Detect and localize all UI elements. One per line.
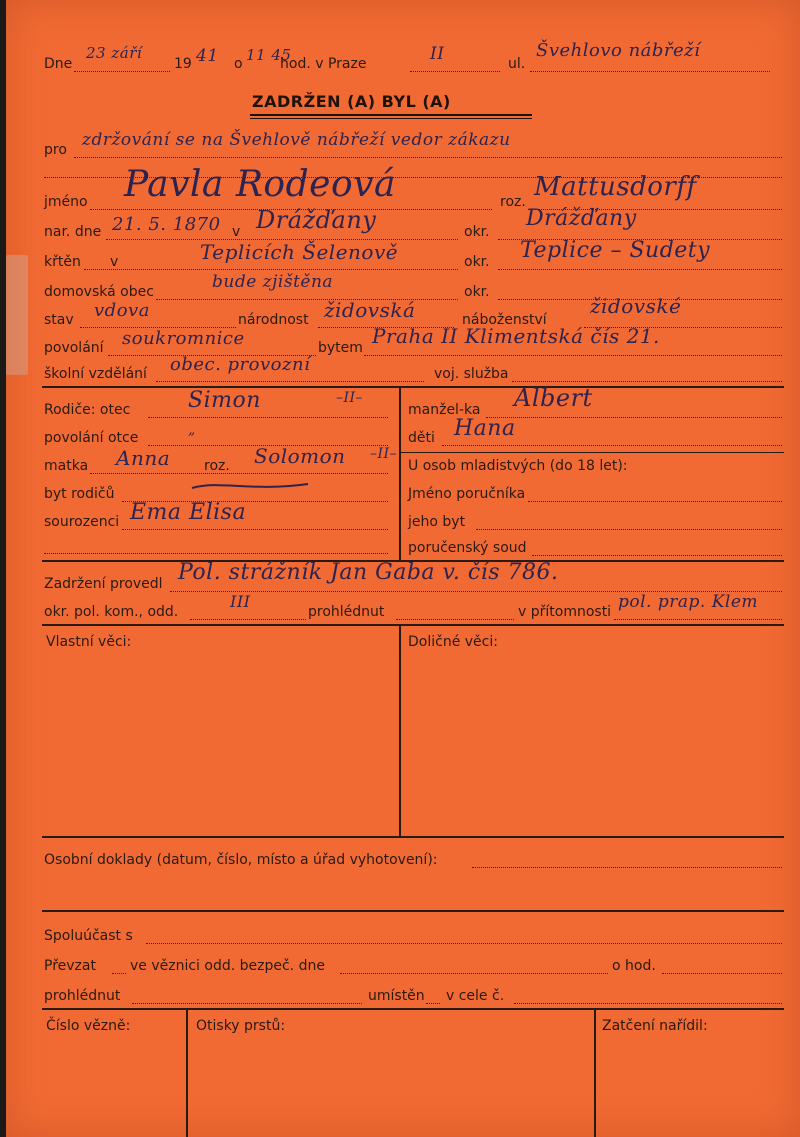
v-cele-dotline [514, 1003, 782, 1004]
sourozenci-value: Ema Elisa [130, 500, 247, 525]
separator-spoluucast [42, 910, 784, 912]
voj-dotline [512, 381, 782, 382]
pro-value: zdržování se na Švehlově nábřeží vedor zákazu [82, 130, 511, 150]
vlastni-veci-label: Vlastní věci: [46, 634, 132, 650]
otec-dotline [148, 417, 388, 418]
prohlednut2-dotline [132, 1003, 362, 1004]
porucnik-label: Jméno poručníka [408, 486, 526, 502]
dne-dotline [74, 71, 170, 72]
matka-value: Anna [116, 446, 171, 470]
o-label: o [234, 56, 243, 72]
deti-dotline [442, 445, 782, 446]
title-underline-2 [250, 118, 532, 119]
otisky-prstu-label: Otisky prstů: [196, 1018, 286, 1034]
porucnik-dotline [528, 501, 782, 502]
matka-roz-value: Solomon [254, 444, 346, 468]
spoluucast-label: Spoluúčast s [44, 928, 133, 944]
narodnost-label: národnost [238, 312, 309, 328]
prevzat-dotline [112, 973, 126, 974]
sourozenci-label: sourozenci [44, 514, 120, 530]
povolani-label: povolání [44, 340, 104, 356]
porucensky-soud-label: poručenský soud [408, 540, 527, 556]
form-title: ZADRŽEN (A) BYL (A) [252, 92, 451, 111]
roz-value: Mattusdorff [534, 172, 697, 202]
bytem-label: bytem [318, 340, 363, 356]
nar-v-label: v [232, 224, 241, 240]
street-value: Švehlovo nábřeží [536, 40, 701, 61]
povolani-value: soukromnice [122, 328, 245, 349]
byt-rodicu-dash [190, 478, 310, 494]
pritomnosti-label: v přítomnosti [518, 604, 612, 620]
bytem-dotline [364, 355, 782, 356]
otec-value: Simon [188, 388, 261, 413]
rodice-otec-label: Rodiče: otec [44, 402, 131, 418]
jmeno-value: Pavla Rodeová [124, 164, 396, 205]
matka-label: matka [44, 458, 89, 474]
year-value: 41 [196, 46, 219, 66]
umisten-label: umístěn [368, 988, 425, 1004]
jmeno-label: jméno [44, 194, 88, 210]
osobni-doklady-label: Osobní doklady (datum, číslo, místo a úřad vyhotovení): [44, 852, 438, 868]
nabozenstvi-label: náboženství [462, 312, 547, 328]
umisten-dotline [426, 1003, 440, 1004]
prevzat-label: Převzat [44, 958, 96, 974]
krten-okr-value: Teplice – Sudety [520, 238, 711, 263]
v-cele-label: v cele č. [446, 988, 505, 1004]
separator-documents [42, 836, 784, 838]
nar-okr-label: okr. [464, 224, 490, 240]
mladistvi-label: U osob mladistvých (do 18 let): [408, 458, 628, 474]
nar-okr-value: Drážďany [526, 206, 637, 231]
stav-value: vdova [94, 300, 150, 321]
porucensky-soud-dotline [532, 555, 782, 556]
manzel-label: manžel-ka [408, 402, 481, 418]
roz-label: roz. [500, 194, 526, 210]
prohlednut2-label: prohlédnut [44, 988, 121, 1004]
matka-dotline [90, 473, 388, 474]
bytem-value: Praha II Klimentská čís 21. [372, 324, 660, 348]
sourozenci-dotline [122, 529, 388, 530]
stav-label: stav [44, 312, 74, 328]
hod-v-praze-label: hod. v Praze [280, 56, 367, 72]
domovska-okr-label: okr. [464, 284, 490, 300]
separator-bottom [42, 1008, 784, 1010]
povolani-otce-value: „ [188, 422, 196, 438]
arrest-record-form [6, 0, 800, 1137]
o-hod-dotline [662, 973, 782, 974]
side-stamp-mark [6, 255, 28, 375]
dolicne-veci-label: Doličné věci: [408, 634, 498, 650]
o-hod-label: o hod. [612, 958, 656, 974]
spoluucast-dotline [146, 943, 782, 944]
pro-dotline [74, 157, 782, 158]
nar-dne-value: 21. 5. 1870 [112, 214, 221, 235]
ul-label: ul. [508, 56, 526, 72]
separator-things [42, 624, 784, 626]
jeho-byt-label: jeho byt [408, 514, 466, 530]
krten-okr-dotline [498, 269, 782, 270]
prohlednut-dotline [396, 619, 514, 620]
deti-value: Hana [454, 416, 516, 441]
dne-label: Dne [44, 56, 73, 72]
deti-label: děti [408, 430, 435, 446]
skolni-label: školní vzdělání [44, 366, 147, 382]
krten-okr-label: okr. [464, 254, 490, 270]
provedl-value: Pol. strážník Jan Gaba v. čís 786. [178, 560, 559, 585]
jeho-byt-dotline [476, 529, 782, 530]
year-prefix: 19 [174, 56, 192, 72]
krten-dotline [84, 269, 458, 270]
krten-value: Teplicích Šelenově [200, 240, 399, 264]
odd-value: III [230, 592, 251, 611]
voj-label: voj. služba [434, 366, 509, 382]
family-divider [399, 386, 401, 560]
sourozenci-dotline-2 [44, 553, 388, 554]
bottom-divider-2 [594, 1008, 596, 1137]
manzel-dotline [486, 417, 782, 418]
pritomnosti-value: pol. prap. Klem [618, 592, 759, 612]
narodnost-value: židovská [324, 298, 416, 322]
title-underline [250, 114, 532, 116]
domovska-obec-value: bude zjištěna [212, 272, 334, 292]
provedl-label: Zadržení provedl [44, 576, 163, 592]
matka-roz-label: roz. [204, 458, 230, 474]
doklady-dotline [472, 867, 782, 868]
bottom-divider-1 [186, 1008, 188, 1137]
district-dotline [410, 71, 500, 72]
cislo-vezne-label: Číslo vězně: [46, 1018, 131, 1034]
things-divider [399, 624, 401, 838]
street-dotline [530, 71, 770, 72]
odd-dotline [190, 619, 306, 620]
nar-dne-label: nar. dne [44, 224, 102, 240]
time-value: 11 45 [246, 46, 292, 64]
krten-label: křtěn [44, 254, 81, 270]
skolni-value: obec. provozní [170, 354, 311, 375]
dne-value: 23 září [86, 44, 143, 62]
prohlednut-label: prohlédnut [308, 604, 385, 620]
krten-v-label: v [110, 254, 119, 270]
matka-mark: –II– [370, 446, 398, 462]
povolani-otce-label: povolání otce [44, 430, 139, 446]
nabozenstvi-value: židovské [590, 294, 682, 318]
pritomnosti-dotline [614, 619, 782, 620]
okr-kom-label: okr. pol. kom., odd. [44, 604, 179, 620]
domovska-obec-label: domovská obec [44, 284, 154, 300]
otec-mark: –II– [336, 390, 364, 406]
district-value: II [430, 44, 445, 64]
pro-label: pro [44, 142, 67, 158]
skolni-dotline [156, 381, 424, 382]
manzel-value: Albert [514, 384, 593, 412]
ve-veznici-dotline [340, 973, 608, 974]
nar-misto-value: Drážďany [256, 206, 377, 234]
mladistvi-top-rule [399, 452, 784, 453]
byt-rodicu-label: byt rodičů [44, 486, 115, 502]
separator-family [42, 386, 784, 388]
zatceni-naridil-label: Zatčení nařídil: [602, 1018, 708, 1034]
ve-veznici-label: ve věznici odd. bezpeč. dne [130, 958, 325, 974]
